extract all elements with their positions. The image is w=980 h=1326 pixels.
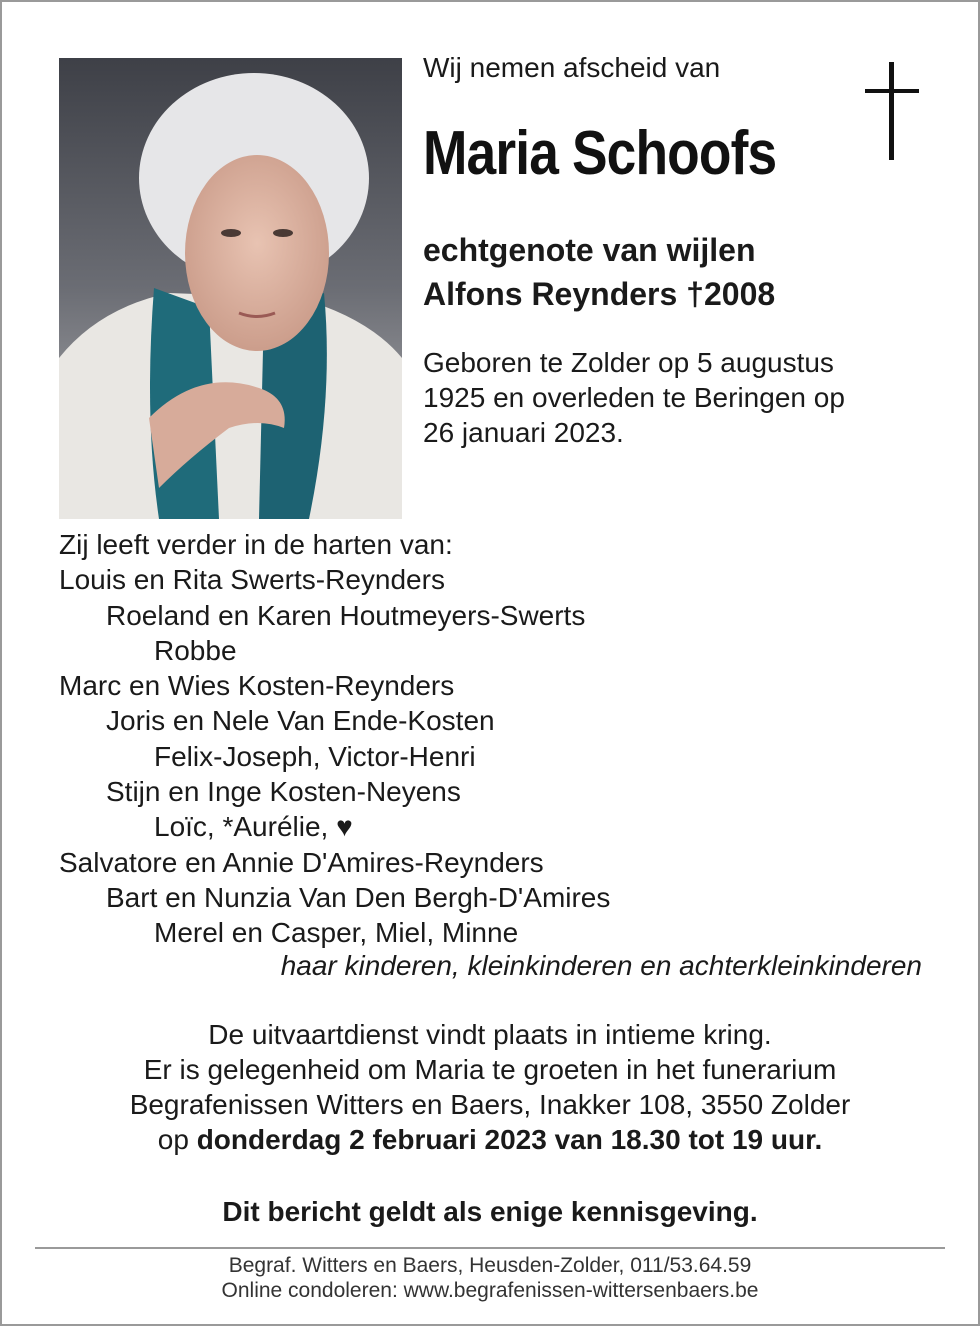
footer: [0, 1253, 980, 1303]
service-date-time: donderdag 2 februari 2023 van 18.30 tot 19 uur.: [196, 1124, 823, 1155]
family-line: Marc en Wies Kosten-Reynders: [59, 670, 455, 702]
intro-text: Wij nemen afscheid van: [423, 52, 721, 83]
portrait-photo: [59, 58, 402, 519]
spouse-line-1: echtgenote van wijlen: [423, 232, 756, 268]
deceased-name: Maria Schoofs: [423, 119, 777, 188]
family-list: [59, 527, 610, 951]
family-line: Joris en Nele Van Ende-Kosten: [106, 705, 495, 737]
service-line-2: Er is gelegenheid om Maria te groeten in het funerarium: [143, 1054, 837, 1085]
notice-text: Dit bericht geldt als enige kennisgeving.: [222, 1196, 758, 1227]
service-line-3: Begrafenissen Witters en Baers, Inakker 108, 3550 Zolder: [129, 1089, 851, 1120]
family-line: Stijn en Inge Kosten-Neyens: [106, 776, 461, 808]
footer-line-2[interactable]: Online condoleren: www.begrafenissen-wittersenbaers.be: [221, 1279, 759, 1302]
family-line: Bart en Nunzia Van Den Bergh-D'Amires: [106, 881, 611, 913]
birth-death-block: [423, 345, 923, 450]
family-line: Loïc, *Aurélie, ♥: [154, 811, 353, 843]
spouse-block: [423, 228, 775, 316]
service-line-4: [0, 1122, 980, 1157]
family-line: Louis en Rita Swerts-Reynders: [59, 564, 445, 596]
footer-line-1: Begraf. Witters en Baers, Heusden-Zolder, 011/53.64.59: [228, 1254, 752, 1277]
service-line-4-prefix: op: [157, 1124, 189, 1155]
born-line-1: Geboren te Zolder op 5 augustus: [423, 347, 834, 378]
spouse-line-2: Alfons Reynders †2008: [423, 276, 776, 312]
family-heading: Zij leeft verder in de harten van:: [59, 529, 453, 560]
cross-icon: [862, 62, 922, 160]
service-info: [0, 1017, 980, 1157]
family-line: Robbe: [154, 634, 237, 666]
footer-divider: [35, 1247, 945, 1249]
family-line: Roeland en Karen Houtmeyers-Swerts: [106, 599, 586, 631]
family-line: Felix-Joseph, Victor-Henri: [154, 740, 476, 772]
born-line-3: 26 januari 2023.: [423, 417, 624, 448]
family-line: Salvatore en Annie D'Amires-Reynders: [59, 846, 544, 878]
service-line-1: De uitvaartdienst vindt plaats in intieme kring.: [208, 1019, 772, 1050]
family-line: Merel en Casper, Miel, Minne: [154, 917, 519, 949]
family-relation: haar kinderen, kleinkinderen en achterkleinkinderen: [280, 950, 922, 981]
born-line-2: 1925 en overleden te Beringen op: [423, 382, 845, 413]
